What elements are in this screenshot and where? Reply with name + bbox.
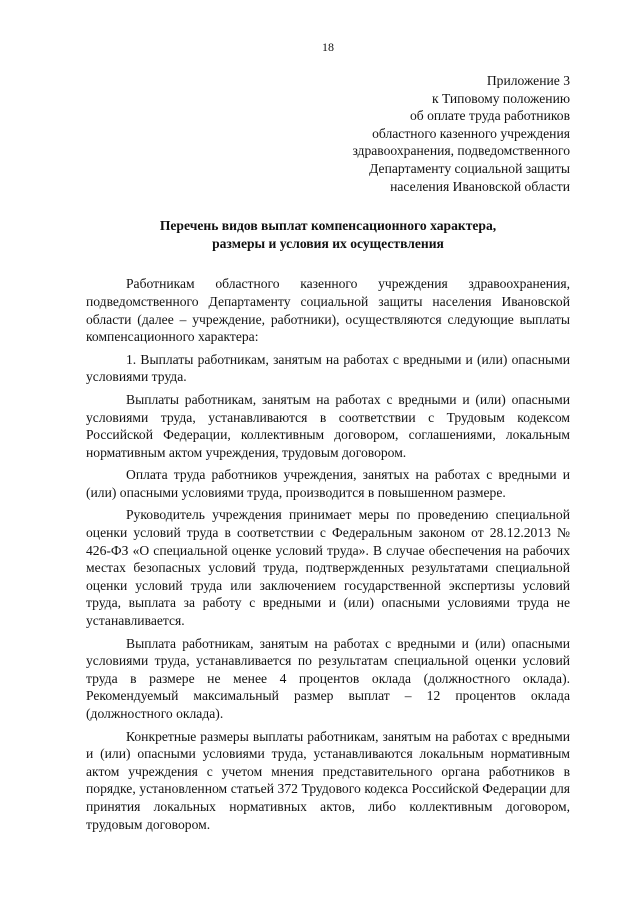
body-paragraph: Руководитель учреждения принимает меры по проведению специальной оценки условий труда в соответствии с Федеральным законом от 28.12.2013 № 426-ФЗ «О специальной оценке условий труда». В случае обеспечения на рабочих местах безопасных условий труда, подтвержденных результатами специальной оценки условий труда или заключением государственной экспертизы условий труда, выплата за работу с вредными и (или) опасными условиями труда не устанавливается.: [86, 507, 570, 629]
title-line: размеры и условия их осуществления: [212, 235, 444, 251]
appendix-line: об оплате труда работников: [409, 108, 570, 124]
document-title: [86, 217, 570, 252]
page-number: 18: [322, 40, 334, 54]
body-paragraph: Конкретные размеры выплаты работникам, занятым на работах с вредными и (или) опасными условиями труда, устанавливаются локальным нормативным актом учреждения с учетом мнения представительного органа работников в порядке, установленном статьей 372 Трудового кодекса Российской Федерации для принятия локальных нормативных актов, либо коллективным договором, трудовым договором.: [86, 728, 570, 832]
appendix-block: [86, 72, 570, 195]
appendix-line: Приложение 3: [486, 73, 570, 88]
body-paragraph: Оплата труда работников учреждения, занятых на работах с вредными и (или) опасными условиями труда, производится в повышенном размере.: [86, 467, 570, 500]
document-body: [86, 275, 570, 833]
title-line: Перечень видов выплат компенсационного характера,: [159, 218, 497, 234]
appendix-line: здравоохранения, подведомственного: [352, 143, 570, 159]
body-paragraph: Выплаты работникам, занятым на работах с вредными и (или) опасными условиями труда, устанавливаются в соответствии с Трудовым кодексом Российской Федерации, коллективным договором, соглашениями, локальным нормативным актом учреждения, трудовым договором.: [86, 391, 570, 460]
body-paragraph: Работникам областного казенного учреждения здравоохранения, подведомственного Департаменту социальной защиты населения Ивановской области (далее – учреждение, работники), осуществляются следующие выплаты компенсационного характера:: [86, 276, 570, 345]
appendix-line: Департаменту социальной защиты: [369, 160, 570, 176]
appendix-line: областного казенного учреждения: [372, 125, 570, 141]
appendix-line: населения Ивановской области: [390, 178, 570, 194]
body-paragraph: Выплата работникам, занятым на работах с вредными и (или) опасными условиями труда, устанавливается по результатам специальной оценки условий труда в размере не менее 4 процентов оклада (должностного оклада). Рекомендуемый максимальный размер выплат – 12 процентов оклада (должностного оклада).: [86, 635, 570, 721]
appendix-line: к Типовому положению: [431, 90, 570, 106]
body-paragraph: 1. Выплаты работникам, занятым на работах с вредными и (или) опасными условиями труда.: [86, 351, 570, 385]
